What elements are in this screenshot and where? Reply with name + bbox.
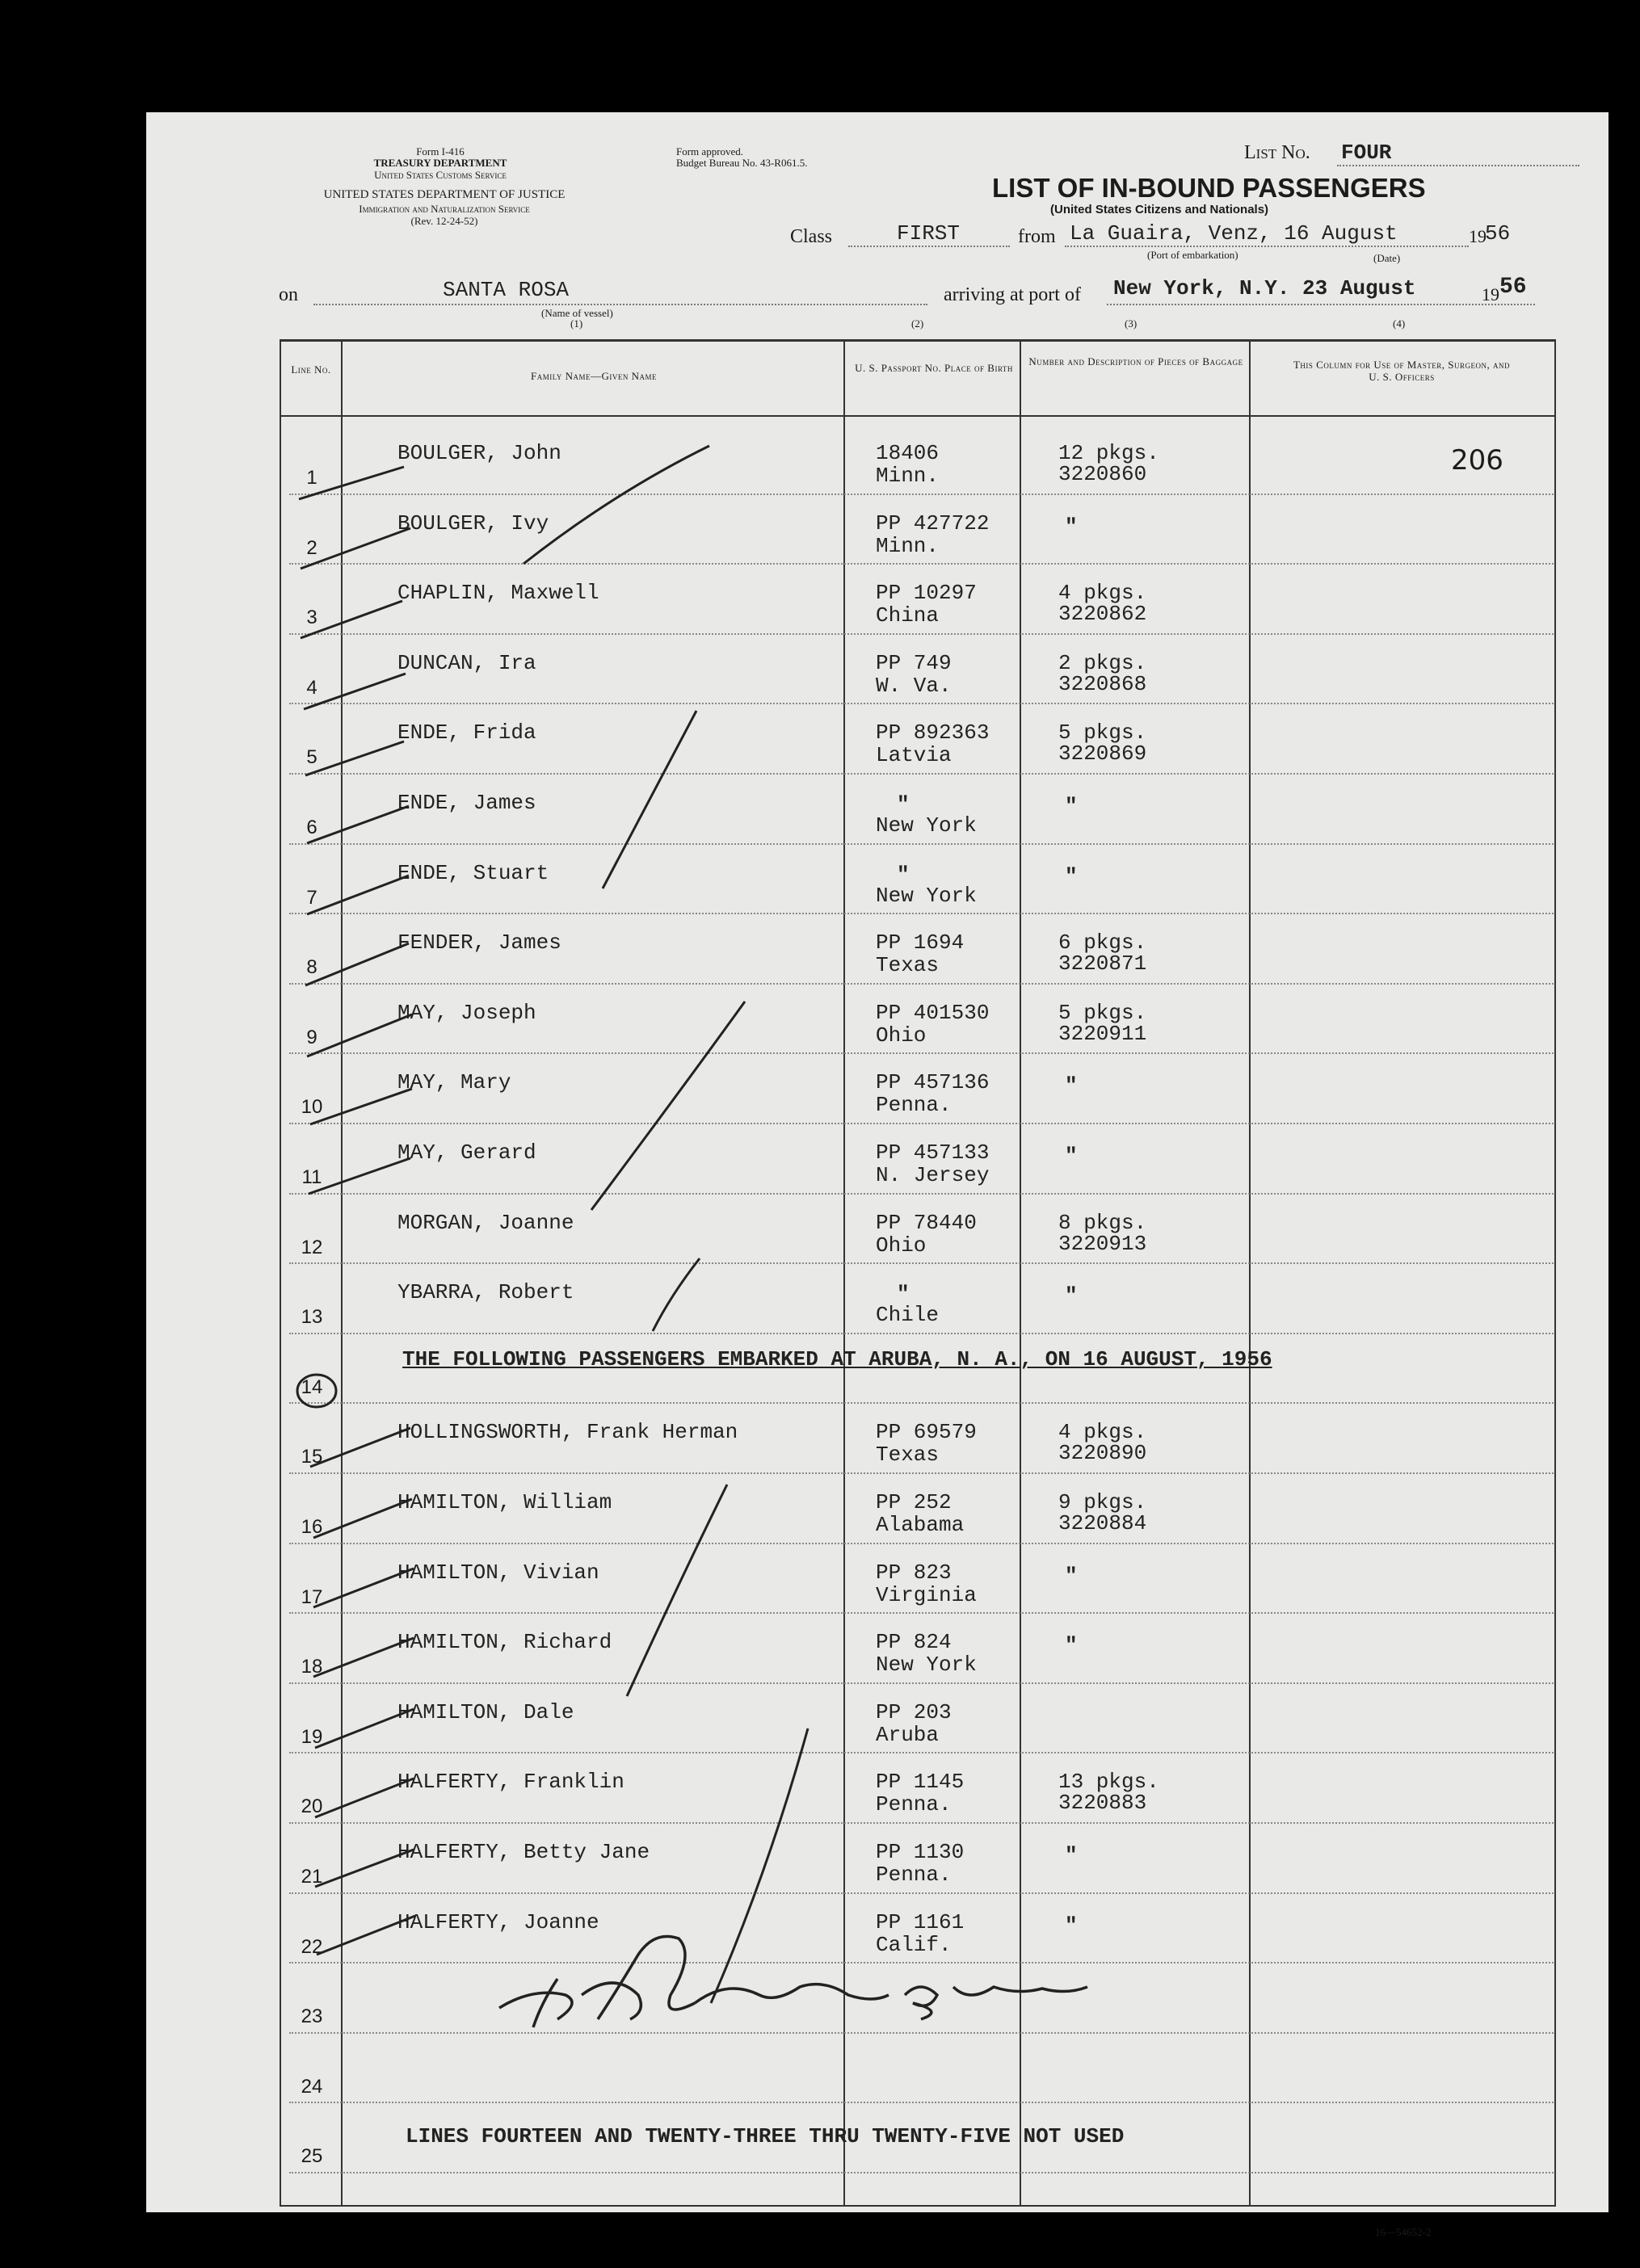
row-dotted-line [289, 1543, 1554, 1544]
passport-number: PP 1161 [876, 1909, 965, 1934]
baggage-ditto: " [1065, 1073, 1078, 1098]
place-of-birth: Chile [876, 1303, 940, 1328]
passenger-name: HALFERTY, Joanne [397, 1909, 599, 1934]
class-value: FIRST [897, 221, 961, 246]
row-dotted-line [289, 1193, 1554, 1195]
passport-number: PP 10297 [876, 581, 977, 606]
baggage-count: 4 pkgs. [1058, 1420, 1147, 1445]
passenger-name: ENDE, Stuart [397, 860, 549, 885]
table-left-border [280, 339, 281, 2207]
place-of-birth: Texas [876, 953, 940, 978]
form-title: LIST OF IN-BOUND PASSENGERS [992, 173, 1426, 203]
line-number: 11 [301, 1166, 322, 1188]
arrival-year: 56 [1499, 275, 1527, 300]
line-number: 18 [301, 1656, 323, 1678]
line-number: 3 [306, 607, 317, 629]
row-dotted-line [289, 1472, 1554, 1474]
date-label: (Date) [1373, 252, 1401, 264]
passenger-name: BOULGER, Ivy [397, 510, 549, 536]
place-of-birth: N. Jersey [876, 1163, 990, 1187]
passport-number: PP 78440 [876, 1210, 977, 1235]
row-dotted-line [289, 1962, 1554, 1964]
line-number: 17 [301, 1586, 323, 1608]
row-dotted-line [289, 773, 1554, 775]
baggage-number: 3220869 [1058, 741, 1147, 766]
line-number: 9 [306, 1026, 317, 1048]
line-number: 14 [301, 1376, 323, 1398]
passport-ditto: " [897, 792, 910, 817]
name-col-border [843, 339, 845, 2207]
treasury-label: TREASURY DEPARTMENT [373, 157, 507, 169]
baggage-number: 3220911 [1058, 1021, 1147, 1046]
row-dotted-line [289, 843, 1554, 845]
baggage-ditto: " [1065, 1144, 1078, 1168]
form-approved: Form approved. [676, 145, 744, 158]
table-right-border [1554, 339, 1556, 2207]
baggage-ditto: " [1065, 1913, 1078, 1938]
passenger-name: MAY, Joseph [397, 1000, 536, 1025]
list-no-line [1337, 165, 1579, 166]
line-number: 19 [301, 1725, 323, 1748]
line-number: 12 [301, 1236, 323, 1258]
line-number: 23 [301, 2006, 323, 2028]
arrival-year-prefix: 19 [1482, 284, 1499, 304]
list-no-value: FOUR [1341, 141, 1392, 165]
row-dotted-line [289, 2172, 1554, 2174]
baggage-ditto: " [1065, 1633, 1078, 1658]
arrival-value: New York, N.Y. 23 August [1113, 276, 1416, 300]
passenger-name: HAMILTON, Vivian [397, 1560, 599, 1585]
passport-col-border [1020, 339, 1021, 2207]
col-header-baggage: Number and Description of Pieces of Baggage [1028, 355, 1243, 368]
passenger-name: CHAPLIN, Maxwell [397, 581, 599, 606]
row-dotted-line [289, 1052, 1554, 1054]
passenger-name: YBARRA, Robert [397, 1280, 574, 1305]
place-of-birth: W. Va. [876, 673, 952, 698]
passenger-name: HALFERTY, Betty Jane [397, 1840, 650, 1864]
unused-lines-notice: LINES FOURTEEN AND TWENTY-THREE THRU TWENTY-FIVE NOT USED [406, 2124, 1125, 2148]
place-of-birth: New York [876, 813, 977, 838]
place-of-birth: Ohio [876, 1023, 927, 1048]
baggage-number: 3220913 [1058, 1231, 1147, 1256]
passport-number: PP 203 [876, 1699, 952, 1724]
passport-number: PP 252 [876, 1490, 952, 1514]
baggage-number: 3220883 [1058, 1791, 1147, 1816]
line-number: 24 [301, 2075, 323, 2098]
passenger-name: HAMILTON, William [397, 1490, 612, 1514]
passport-number: PP 427722 [876, 510, 990, 536]
passenger-name: ENDE, Frida [397, 720, 536, 746]
revision-label: (Rev. 12-24-52) [410, 215, 478, 227]
on-label: on [279, 284, 298, 305]
line-number: 25 [301, 2145, 323, 2168]
col-header-officers: This Column for Use of Master, Surgeon, and U. S. Officers [1293, 359, 1511, 383]
place-of-birth: Virginia [876, 1582, 977, 1607]
row-dotted-line [289, 1333, 1554, 1334]
place-of-birth: New York [876, 883, 977, 908]
officer-note: 206 [1451, 444, 1503, 477]
baggage-count: 12 pkgs. [1058, 441, 1159, 465]
row-dotted-line [289, 2032, 1554, 2034]
row-dotted-line [289, 703, 1554, 704]
form-subtitle: (United States Citizens and Nationals) [1050, 203, 1269, 216]
baggage-count: 13 pkgs. [1058, 1770, 1159, 1795]
passport-number: PP 1145 [876, 1770, 965, 1795]
col-header-passport: U. S. Passport No. Place of Birth [855, 362, 1013, 374]
passport-number: 18406 [876, 441, 940, 465]
row-dotted-line [289, 1682, 1554, 1684]
passenger-name: DUNCAN, Ira [397, 650, 536, 675]
passport-number: PP 823 [876, 1560, 952, 1585]
baggage-count: 8 pkgs. [1058, 1210, 1147, 1235]
passenger-name: HAMILTON, Richard [397, 1630, 612, 1655]
line-number: 22 [301, 1935, 323, 1958]
customs-label: United States Customs Service [374, 169, 507, 181]
line-number: 1 [306, 467, 317, 489]
passenger-name: HALFERTY, Franklin [397, 1770, 624, 1795]
place-of-birth: Alabama [876, 1513, 965, 1537]
table-header-border [280, 415, 1556, 417]
passenger-name: MORGAN, Joanne [397, 1210, 574, 1235]
table-bottom-border [280, 2205, 1556, 2207]
passport-number: PP 401530 [876, 1000, 990, 1025]
passport-number: PP 749 [876, 650, 952, 675]
footer-code: 16—54652-2 [1375, 2226, 1432, 2238]
passport-ditto: " [897, 1282, 910, 1307]
passenger-name: HOLLINGSWORTH, Frank Herman [397, 1420, 738, 1445]
line-number: 10 [301, 1096, 323, 1119]
passenger-name: HAMILTON, Dale [397, 1699, 574, 1724]
row-dotted-line [289, 913, 1554, 914]
list-no-label: List No. [1244, 142, 1310, 163]
passport-number: PP 1694 [876, 930, 965, 956]
baggage-ditto: " [1065, 1843, 1078, 1867]
line-number: 13 [301, 1306, 323, 1329]
line-number: 5 [306, 746, 317, 769]
line-number: 6 [306, 817, 317, 838]
col4-label: (4) [1393, 317, 1406, 330]
baggage-number: 3220871 [1058, 951, 1147, 976]
passport-number: PP 1130 [876, 1840, 965, 1864]
col-header-line: Line No. [291, 363, 331, 376]
row-dotted-line [289, 1822, 1554, 1824]
baggage-count: 5 pkgs. [1058, 1000, 1147, 1025]
from-label: from [1018, 226, 1056, 247]
line-number: 4 [306, 676, 317, 699]
table-top-border [280, 339, 1556, 342]
class-line [848, 246, 1010, 247]
passport-number: PP 892363 [876, 720, 990, 746]
row-dotted-line [289, 1262, 1554, 1264]
passenger-name: ENDE, James [397, 791, 536, 815]
baggage-count: 4 pkgs. [1058, 581, 1147, 606]
row-dotted-line [289, 983, 1554, 985]
col2-label: (2) [911, 317, 924, 330]
baggage-number: 3220890 [1058, 1441, 1147, 1466]
baggage-count: 6 pkgs. [1058, 930, 1147, 956]
line-number: 21 [301, 1866, 323, 1888]
baggage-ditto: " [1065, 514, 1078, 539]
arriving-label: arriving at port of [944, 284, 1081, 305]
baggage-ditto: " [1065, 794, 1078, 818]
baggage-count: 2 pkgs. [1058, 650, 1147, 675]
baggage-count: 9 pkgs. [1058, 1490, 1147, 1514]
embarkation-line [1065, 246, 1469, 247]
place-of-birth: Aruba [876, 1722, 940, 1747]
baggage-number: 3220860 [1058, 462, 1147, 486]
passport-number: PP 457133 [876, 1140, 990, 1165]
arrival-line [1107, 304, 1535, 305]
form-number: Form I-416 [416, 145, 465, 158]
place-of-birth: Penna. [876, 1792, 952, 1817]
vessel-line [313, 304, 927, 305]
baggage-col-border [1249, 339, 1251, 2207]
budget-bureau: Budget Bureau No. 43-R061.5. [676, 157, 808, 169]
col-header-name: Family Name—Given Name [531, 370, 657, 382]
row-dotted-line [289, 1123, 1554, 1124]
ins-label: Immigration and Naturalization Service [359, 203, 530, 215]
line-number: 15 [301, 1446, 323, 1468]
embarkation-year: 56 [1485, 221, 1511, 246]
passport-number: PP 824 [876, 1630, 952, 1655]
year-prefix: 19 [1469, 226, 1487, 246]
row-dotted-line [289, 1402, 1554, 1404]
place-of-birth: Minn. [876, 533, 940, 558]
aruba-notice: THE FOLLOWING PASSENGERS EMBARKED AT ARUBA, N. A., ON 16 AUGUST, 1956 [402, 1347, 1272, 1371]
line-col-border [341, 339, 343, 2207]
baggage-number: 3220862 [1058, 602, 1147, 627]
baggage-ditto: " [1065, 863, 1078, 888]
embarkation-value: La Guaira, Venz, 16 August [1070, 221, 1398, 246]
baggage-ditto: " [1065, 1283, 1078, 1308]
place-of-birth: Calif. [876, 1932, 952, 1957]
vessel-name: SANTA ROSA [443, 278, 570, 302]
line-number: 7 [306, 886, 317, 909]
row-dotted-line [289, 633, 1554, 635]
baggage-number: 3220884 [1058, 1511, 1147, 1535]
line-number: 16 [301, 1516, 323, 1538]
place-of-birth: New York [876, 1653, 977, 1678]
passport-ditto: " [897, 862, 910, 887]
justice-label: UNITED STATES DEPARTMENT OF JUSTICE [323, 188, 566, 201]
baggage-count: 5 pkgs. [1058, 720, 1147, 746]
place-of-birth: Ohio [876, 1233, 927, 1258]
passport-number: PP 69579 [876, 1420, 977, 1445]
class-label: Class [790, 226, 833, 247]
baggage-number: 3220868 [1058, 671, 1147, 696]
col1-label: (1) [570, 317, 583, 330]
row-dotted-line [289, 1892, 1554, 1894]
line-number: 8 [306, 956, 317, 979]
row-dotted-line [289, 2102, 1554, 2103]
passenger-name: MAY, Gerard [397, 1140, 536, 1165]
place-of-birth: Latvia [876, 743, 952, 768]
port-embarkation-label: (Port of embarkation) [1147, 249, 1238, 261]
baggage-ditto: " [1065, 1563, 1078, 1588]
vessel-label: (Name of vessel) [541, 307, 613, 319]
line-number: 20 [301, 1796, 323, 1818]
place-of-birth: China [876, 603, 940, 628]
line-number: 2 [306, 536, 317, 559]
row-dotted-line [289, 1612, 1554, 1614]
passenger-name: BOULGER, John [397, 441, 561, 465]
passenger-name: MAY, Mary [397, 1070, 511, 1095]
col3-label: (3) [1125, 317, 1137, 330]
passport-number: PP 457136 [876, 1070, 990, 1095]
place-of-birth: Texas [876, 1443, 940, 1468]
place-of-birth: Minn. [876, 464, 940, 488]
place-of-birth: Penna. [876, 1863, 952, 1887]
row-dotted-line [289, 563, 1554, 565]
passenger-name: FENDER, James [397, 930, 561, 956]
row-dotted-line [289, 494, 1554, 495]
place-of-birth: Penna. [876, 1093, 952, 1118]
row-dotted-line [289, 1752, 1554, 1754]
